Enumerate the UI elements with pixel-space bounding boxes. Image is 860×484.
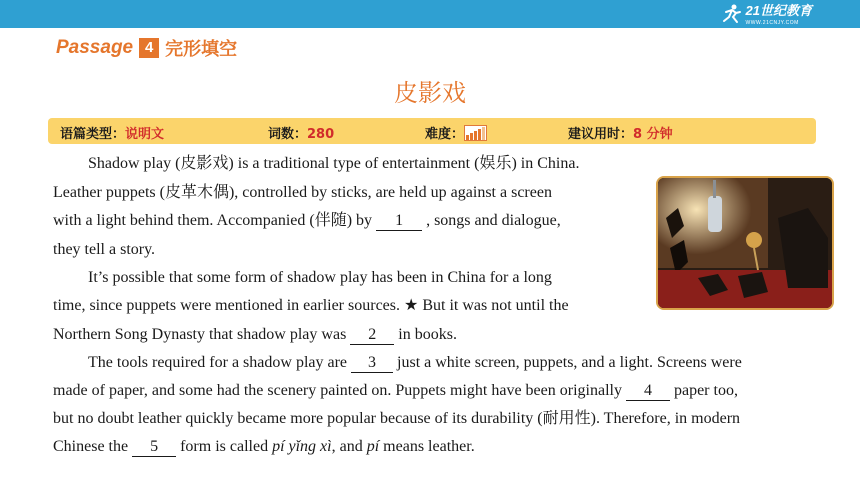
passage-type: 完形填空	[165, 39, 238, 60]
page-title: 皮影戏	[394, 79, 466, 107]
blank-3[interactable]: 3	[351, 354, 393, 373]
logo-subtext: WWW.21CNJY.COM	[745, 20, 799, 26]
difficulty-bars-icon	[464, 125, 487, 141]
genre-label: 语篇类型：	[60, 127, 126, 142]
shadow-puppet-image	[658, 178, 832, 308]
blank-4[interactable]: 4	[626, 382, 670, 401]
line-text: in books.	[394, 326, 457, 343]
paragraph-line: It’s possible that some form of shadow play has been in China for a long	[88, 269, 552, 286]
time-label: 建议用时：	[568, 127, 634, 142]
blank-1[interactable]: 1	[376, 212, 422, 231]
line-text: form is called	[176, 438, 273, 455]
difficulty-info	[425, 123, 487, 142]
logo-text: 21世纪教育	[745, 3, 812, 18]
paragraph-line: they tell a story.	[53, 241, 156, 258]
top-bar	[0, 0, 860, 28]
paragraph-line: time, since puppets were mentioned in earlier sources. ★ But it was not until the	[53, 297, 569, 314]
line-text: paper too,	[669, 382, 738, 399]
word-count-label: 词数：	[268, 127, 308, 142]
pinyin-term: pí yǐng xì	[272, 438, 332, 455]
line-text: , songs and dialogue,	[422, 212, 561, 229]
paragraph-line	[88, 349, 742, 378]
line-text: with a light behind them. Accompanied (伴随) by	[53, 212, 377, 229]
paragraph-line	[53, 433, 475, 462]
line-text: just a white screen, puppets, and a light. Screens were	[393, 354, 742, 371]
shadow-play-photo	[656, 176, 834, 310]
blank-5[interactable]: 5	[132, 438, 176, 457]
time-value: 8 分钟	[633, 127, 673, 142]
paragraph-line	[53, 377, 738, 406]
difficulty-label: 难度：	[425, 127, 465, 142]
paragraph-line	[53, 321, 457, 350]
passage-label: Passage	[56, 37, 134, 58]
genre-info	[60, 123, 164, 142]
pinyin-term: pí	[366, 438, 380, 455]
word-count-value: 280	[307, 127, 335, 142]
blank-2[interactable]: 2	[350, 326, 394, 345]
info-bar	[48, 118, 816, 144]
line-text: The tools required for a shadow play are	[88, 354, 352, 371]
line-text: Northern Song Dynasty that shadow play was	[53, 326, 351, 343]
paragraph-line: but no doubt leather quickly became more popular because of its durability (耐用性). Therefore, in modern	[53, 410, 741, 427]
site-logo[interactable]	[720, 3, 812, 25]
time-info	[568, 123, 673, 142]
runner-logo-icon	[720, 4, 742, 24]
paragraph-line: Leather puppets (皮革木偶), controlled by sticks, are held up against a screen	[53, 184, 552, 201]
line-text: , and	[331, 438, 367, 455]
paragraph-line	[53, 207, 561, 236]
line-text: means leather.	[379, 438, 475, 455]
line-text: made of paper, and some had the scenery painted on. Puppets might have been originally	[53, 382, 626, 399]
passage-number: 4	[139, 38, 159, 58]
paragraph-line: Shadow play (皮影戏) is a traditional type of entertainment (娱乐) in China.	[88, 155, 580, 172]
passage-heading	[56, 35, 237, 61]
line-text: Chinese the	[53, 438, 133, 455]
word-count-info	[268, 123, 334, 142]
genre-value: 说明文	[125, 127, 165, 142]
